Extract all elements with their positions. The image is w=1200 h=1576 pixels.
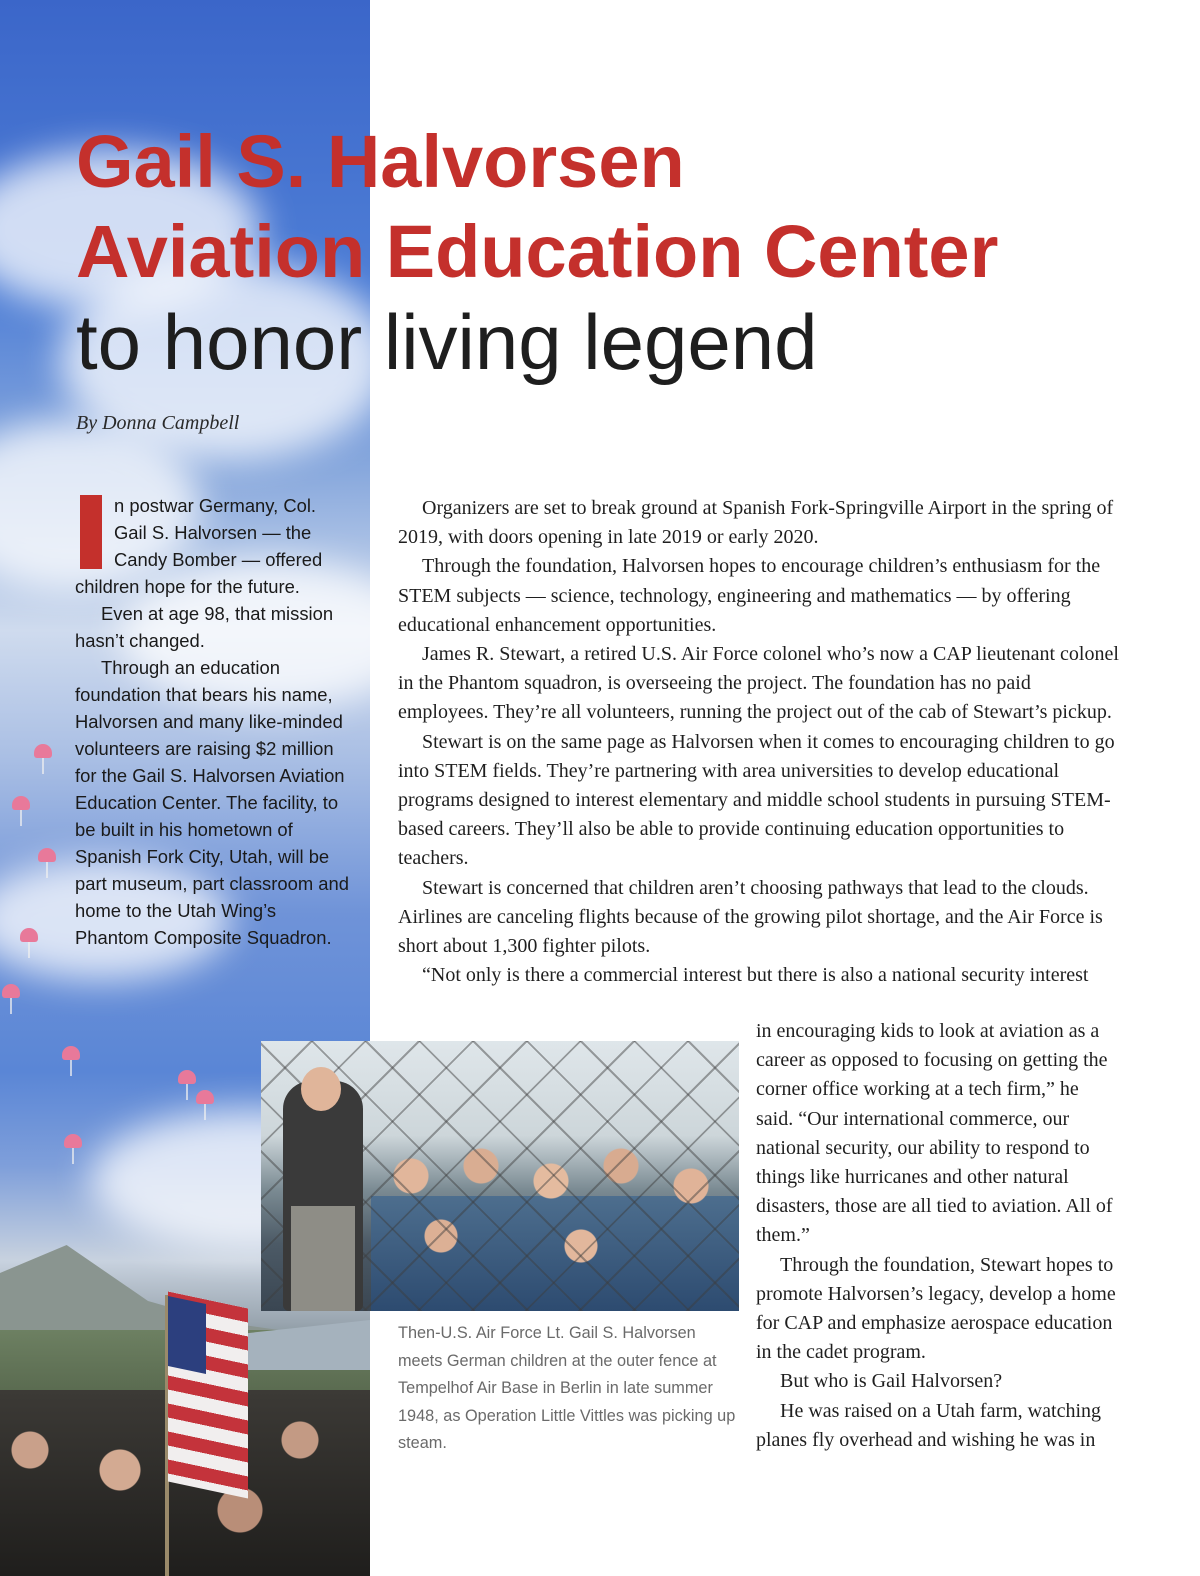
body-paragraph-9: He was raised on a Utah farm, watching planes fly overhead and wishing he was in <box>756 1399 1101 1451</box>
lead-paragraph-1: n postwar Germany, Col. Gail S. Halvorsen — the Candy Bomber — offered children hope for the future. <box>75 495 323 597</box>
photo-caption: Then-U.S. Air Force Lt. Gail S. Halvorsen meets German children at the outer fence at Tempelhof Air Base in Berlin in late summer 1948, as Operation Little Vittles was picking up steam. <box>398 1324 736 1452</box>
parachute-icon <box>12 796 30 810</box>
parachute-icon <box>196 1090 214 1104</box>
body-paragraph-8: But who is Gail Halvorsen? <box>780 1370 1003 1393</box>
byline: By Donna Campbell <box>76 412 240 434</box>
body-paragraph-1: Organizers are set to break ground at Spanish Fork-Springville Airport in the spring of 2019, with doors opening in late 2019 or early 2020. <box>398 497 1114 549</box>
title-line-3: to honor living legend <box>76 298 818 386</box>
body-column-right <box>756 1017 1120 1455</box>
title-line-2: Aviation Education Center <box>76 210 999 293</box>
parachute-icon <box>64 1134 82 1148</box>
lead-column <box>75 492 350 951</box>
body-paragraph-2: Through the foundation, Halvorsen hopes to encourage children’s enthusiasm for the STEM subjects — science, technology, engineering and mathematics — by offering educational enhancement opportunities. <box>398 555 1101 636</box>
flag-canton <box>168 1296 206 1374</box>
parachute-icon <box>178 1070 196 1084</box>
body-paragraph-7: Through the foundation, Stewart hopes to promote Halvorsen’s legacy, develop a home for CAP and emphasize aerospace education in the cadet program. <box>756 1253 1116 1364</box>
parachute-icon <box>20 928 38 942</box>
lead-paragraph-3: Through an education foundation that bears his name, Halvorsen and many like-minded volunteers are raising $2 million for the Gail S. Halvorsen Aviation Education Center. The facility, to be built in his hometown of Spanish Fork City, Utah, will be part museum, part classroom and home to the Utah Wing’s Phantom Composite Squadron. <box>75 657 349 948</box>
officer-head <box>301 1067 341 1111</box>
parachute-icon <box>38 848 56 862</box>
body-paragraph-6-start: “Not only is there a commercial interest but there is also a national security interest <box>422 964 1089 987</box>
body-paragraph-3: James R. Stewart, a retired U.S. Air Force colonel who’s now a CAP lieutenant colonel in the Phantom squadron, is overseeing the project. The foundation has no paid employees. They’re all volunteers, running the project out of the cab of Stewart’s pickup. <box>398 643 1119 724</box>
parachute-icon <box>62 1046 80 1060</box>
berlin-fence-photo <box>261 1041 739 1311</box>
drop-cap-i <box>80 495 102 569</box>
parachute-icon <box>34 744 52 758</box>
body-paragraph-5: Stewart is concerned that children aren’t choosing pathways that lead to the clouds. Airlines are canceling flights because of the growing pilot shortage, and the Air Force is short about 1,300 fighter pilots. <box>398 876 1103 958</box>
lead-paragraph-2: Even at age 98, that mission hasn’t changed. <box>75 603 334 651</box>
officer-legs <box>291 1206 355 1311</box>
body-column <box>398 494 1123 990</box>
body-paragraph-6-end: in encouraging kids to look at aviation as a career as opposed to focusing on getting the corner office working at a tech firm,” he said. “Our international commerce, our national security, our ability to respond to things like hurricanes and other natural disasters, those are all tied to aviation. All of them.” <box>756 1020 1113 1247</box>
parachute-icon <box>2 984 20 998</box>
title-line-1: Gail S. Halvorsen <box>76 120 685 203</box>
body-paragraph-4: Stewart is on the same page as Halvorsen when it comes to encouraging children to go into STEM fields. They’re partnering with area universities to develop educational programs designed to interest elementary and middle school students in pursuing STEM-based careers. They’ll also be able to provide continuing education opportunities to teachers. <box>398 730 1115 870</box>
